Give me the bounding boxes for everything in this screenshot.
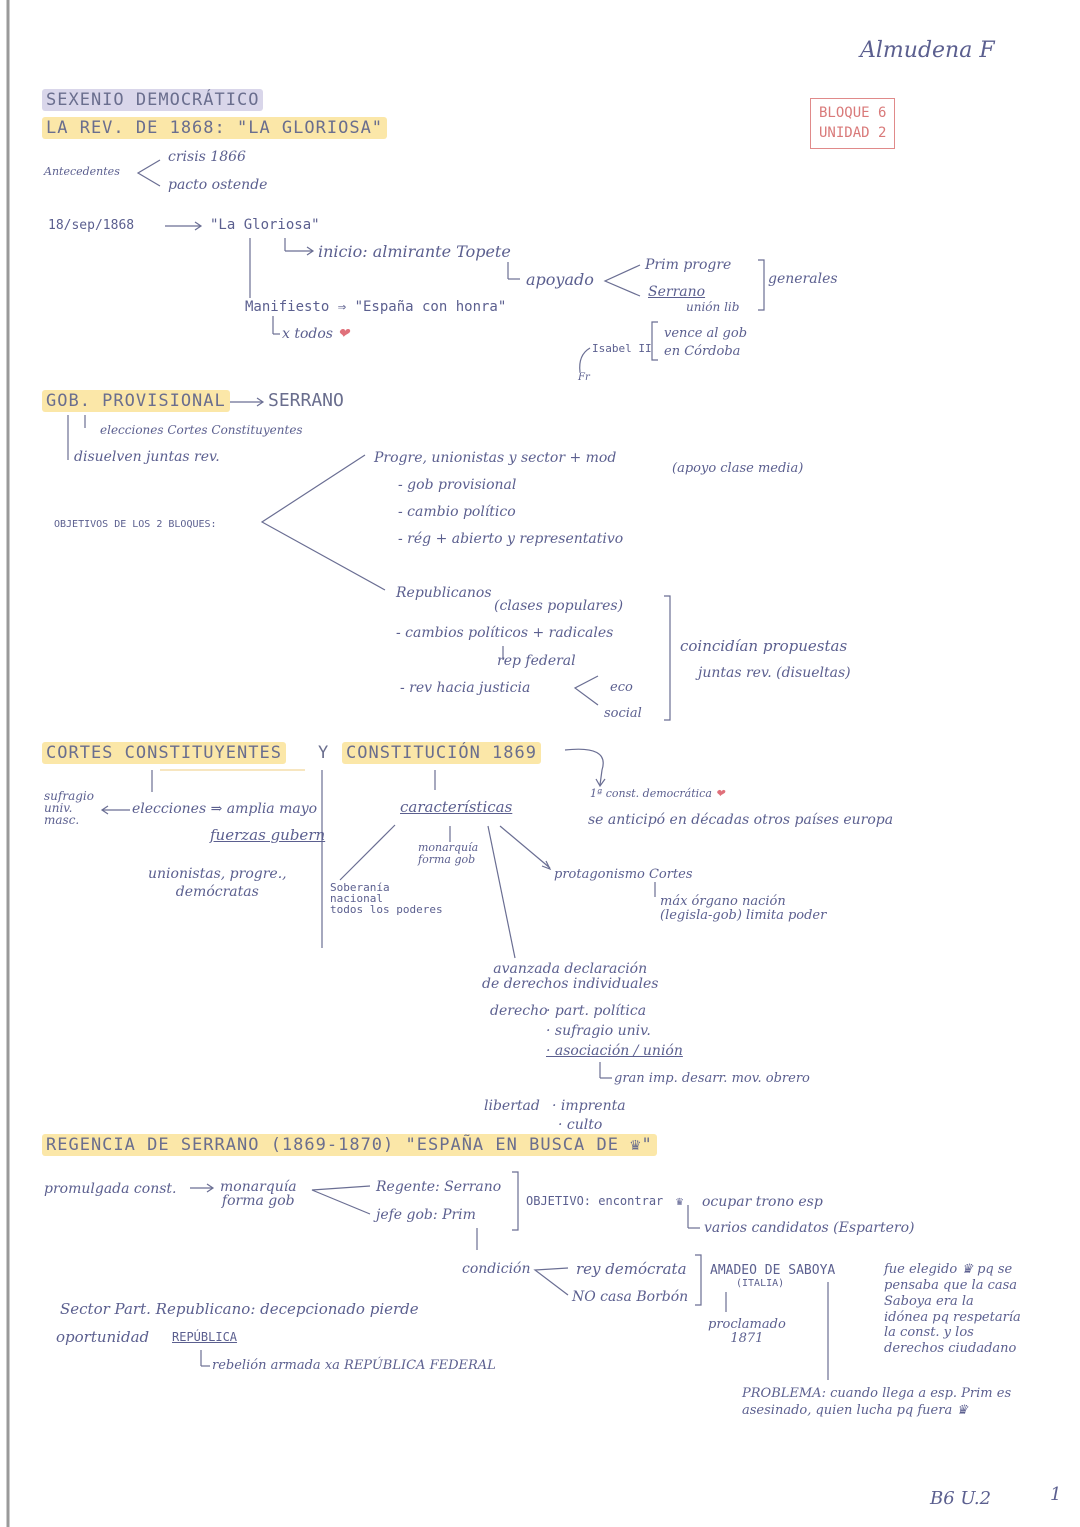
fuerzas-label: fuerzas gubern — [210, 826, 326, 844]
rev-justicia-item: - rev hacia justicia — [400, 680, 531, 696]
libertad-label: libertad — [484, 1098, 540, 1114]
section-gob-provisional-title: GOB. PROVISIONAL — [42, 393, 230, 410]
elecciones-mayoria-label: elecciones ⇒ amplia mayo — [132, 801, 318, 817]
section-sexenio-title: SEXENIO DEMOCRÁTICO — [42, 92, 263, 109]
generales-label: generales — [768, 271, 838, 287]
prim-label: Prim progre — [645, 257, 732, 273]
republica-label: REPÚBLICA — [172, 1330, 238, 1344]
serrano-heading: SERRANO — [268, 390, 344, 411]
ocupar-trono-label: ocupar trono esp — [702, 1194, 823, 1210]
apoyado-label: apoyado — [526, 270, 594, 289]
culto-item: · culto — [558, 1117, 603, 1133]
caracteristicas-label: características — [400, 798, 513, 816]
crown-icon: ♛ — [676, 1194, 684, 1208]
anticipo-label: se anticipó en décadas otros países europa — [588, 812, 894, 828]
avanzada-label: avanzada declaración de derechos individuales — [482, 961, 659, 992]
derecho-label: derecho — [490, 1003, 548, 1019]
todos-label: x todos ❤ — [282, 326, 350, 342]
gob-provisional-item: - gob provisional — [398, 477, 517, 493]
author-name: Almudena F — [860, 38, 995, 63]
italia-label: (ITALIA) — [736, 1278, 785, 1289]
juntas-label: juntas rev. (disueltas) — [698, 665, 851, 681]
section-revolucion-title: LA REV. DE 1868: "LA GLORIOSA" — [42, 120, 387, 137]
soberania-label: Soberanía nacional todos los poderes — [330, 881, 443, 916]
max-organo-label: máx órgano nación (legisla-gob) limita poder — [660, 894, 827, 923]
promulgada-label: promulgada const. — [44, 1181, 177, 1197]
proclamado-label: proclamado 1871 — [708, 1317, 786, 1347]
protagonismo-label: protagonismo Cortes — [554, 867, 693, 882]
progre-label: Progre, unionistas y sector + mod — [374, 450, 617, 466]
oportunidad-label: oportunidad — [56, 1328, 150, 1346]
jefe-gob-label: jefe gob: Prim — [376, 1207, 476, 1223]
vence-line1: vence al gob — [664, 326, 748, 341]
section-cortes-title: CORTES CONSTITUYENTES — [42, 745, 286, 762]
section-constitucion-title: CONSTITUCIÓN 1869 — [342, 745, 541, 762]
rey-democrata-label: rey demócrata — [576, 1260, 687, 1278]
social-label: social — [604, 706, 642, 721]
apoyo-label: (apoyo clase media) — [672, 461, 804, 476]
sufragio-univ-item: · sufragio univ. — [546, 1023, 651, 1039]
sector-republicano-label: Sector Part. Republicano: decepcionado pierde — [60, 1300, 419, 1318]
asociacion-item: · asociación / unión — [546, 1043, 683, 1059]
crown-icon: ♛ — [630, 1135, 642, 1155]
objetivos-label: OBJETIVOS DE LOS 2 BLOQUES: — [54, 519, 217, 530]
serrano-label: Serrano — [648, 284, 706, 300]
candidatos-label: varios candidatos (Espartero) — [704, 1220, 915, 1236]
rep-federal-label: rep federal — [497, 653, 576, 669]
heart-icon: ❤ — [337, 326, 350, 342]
page-number: 1 — [1050, 1484, 1062, 1505]
part-politica-item: · part. política — [546, 1003, 647, 1019]
primera-const-label: 1ª const. democrática ❤ — [590, 787, 725, 800]
footer-code: B6 U.2 — [930, 1488, 992, 1509]
eco-label: eco — [610, 680, 633, 695]
antecedentes-label: Antecedentes — [44, 165, 120, 178]
amadeo-label: AMADEO DE SABOYA — [710, 1263, 836, 1278]
cambios-item: - cambios políticos + radicales — [396, 625, 614, 641]
isabel-label: Isabel II — [592, 342, 652, 355]
monarquia-label: monarquía forma gob — [418, 841, 479, 866]
no-borbon-label: NO casa Borbón — [572, 1289, 689, 1305]
republicanos-label: Republicanos — [396, 585, 492, 601]
sufragio-label: sufragio univ. masc. — [44, 789, 94, 827]
objetivo-label: OBJETIVO: encontrar — [526, 1194, 664, 1208]
monarquia-forma-label: monarquía forma gob — [220, 1179, 297, 1209]
cambio-item: - cambio político — [398, 504, 516, 520]
imprenta-item: · imprenta — [552, 1098, 626, 1114]
coincidian-label: coincidían propuestas — [680, 637, 848, 655]
disuelven-label: disuelven juntas rev. — [74, 449, 220, 465]
inicio-label: inicio: almirante Topete — [318, 242, 511, 261]
union-liberal-label: unión lib — [686, 300, 740, 314]
unionistas-label: unionistas, progre., demócratas — [148, 866, 287, 900]
manifiesto-label: Manifiesto ⇒ "España con honra" — [245, 299, 507, 315]
regimen-item: - rég + abierto y representativo — [398, 531, 624, 547]
clases-label: (clases populares) — [494, 598, 624, 614]
gloriosa-label: "La Gloriosa" — [210, 217, 320, 233]
movimiento-obrero-label: gran imp. desarr. mov. obrero — [614, 1071, 810, 1086]
amadeo-explicacion: fue elegido ♛ pq se pensaba que la casa Saboya era la idónea pq respetaría la const. y los derechos ciudadano — [884, 1262, 1021, 1357]
heart-icon: ❤ — [715, 787, 725, 800]
pacto-label: pacto ostende — [168, 177, 268, 193]
regente-label: Regente: Serrano — [376, 1179, 502, 1195]
unidad-label: UNIDAD 2 — [819, 125, 887, 142]
francia-label: Fr — [578, 372, 590, 383]
bloque-unidad-stamp — [810, 98, 895, 149]
crisis-label: crisis 1866 — [168, 149, 246, 165]
fecha-label: 18/sep/1868 — [48, 218, 135, 233]
bloque-label: BLOQUE 6 — [819, 105, 887, 121]
vence-line2: en Córdoba — [664, 344, 741, 359]
section-regencia-title: REGENCIA DE SERRANO (1869-1870) "ESPAÑA EN BUSCA DE ♛" — [42, 1137, 657, 1154]
elecciones-label: elecciones Cortes Constituyentes — [100, 423, 303, 437]
condicion-label: condición — [462, 1261, 531, 1277]
y-connector: Y — [318, 743, 330, 763]
problema-label: PROBLEMA: cuando llega a esp. Prim es asesinado, quien lucha pq fuera ♛ — [742, 1386, 1012, 1418]
rebelion-label: rebelión armada xa REPÚBLICA FEDERAL — [212, 1358, 496, 1373]
